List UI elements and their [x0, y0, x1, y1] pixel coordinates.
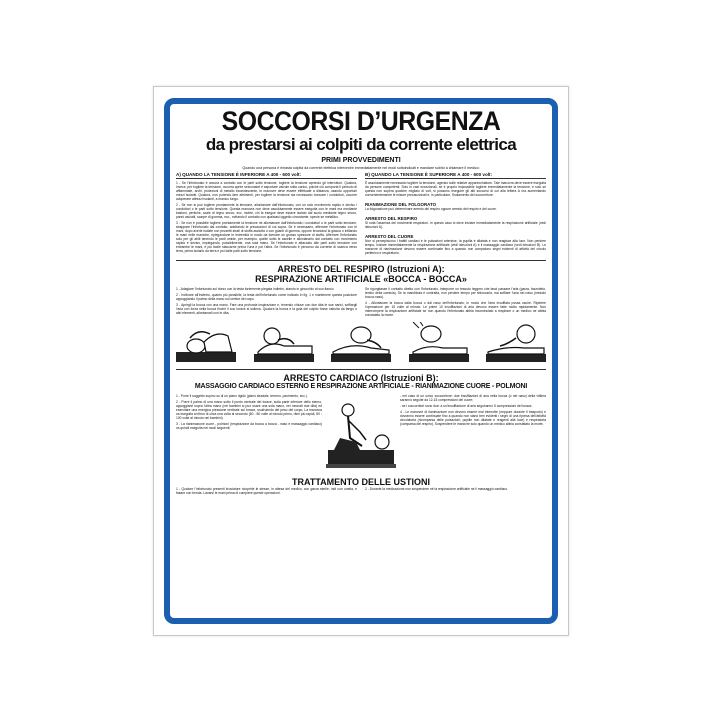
illustration-cardiac-massage: [326, 394, 396, 476]
ustioni-step-1: 1 - Qualore l’infortunato presenti bruciature ricoprirle le stesse, in attesa del medico, con garza sterile, indi con ovatta, e fasare con benda. Lavarsi le mani prima di compiere queste operazioni.: [176, 486, 357, 495]
rianimazione-heading: RIANIMAZIONE DEL FOLGORATO: [365, 201, 436, 207]
arresto-respiro-heading: ARRESTO DEL RESPIRO: [365, 215, 418, 221]
illustration-exhalation: [486, 322, 546, 366]
cardiaco-step-1: 1 - Porre il soggetto supino su di un piano rigido (piano stradale, terreno, pavimento, ecc.).: [176, 393, 308, 398]
cardiaco-heading-2: MASSAGGIO CARDIACO ESTERNO E RESPIRAZIONE ARTIFICIALE - RIANIMAZIONE CUORE - POLMONI: [194, 382, 528, 390]
respiration-illustrations: [174, 322, 548, 366]
respiro-step-4: 4 - Allontanare la bocca dalla bocca o dal naso dell’infortunato, in modo che l’aria insufflata possa uscire. Ripetere l’operazione per 15 volte al minuto. Le prime 10 insufflazioni di aria devono essere fatte molto rapidamente. Non interrompere la respirazione artificiale se non quando l’infortunato abbia incominciato a respirare o un medico ne abbia constatato la morte.: [365, 300, 546, 317]
respiro-step-2: 2 - Inclinare all’indietro, quanto più possibile, la testa dell’infortunato come indicato in fig. 1 e mantenere questa posizione appoggiando il palmo della mano sul vertice del capo.: [176, 292, 357, 301]
sign-subtitle: da prestarsi ai colpiti da corrente elettrica: [205, 135, 517, 154]
arresto-cuore-heading: ARRESTO DEL CUORE: [365, 233, 414, 239]
primi-provvedimenti-heading: PRIMI PROVVEDIMENTI: [321, 157, 401, 164]
respiro-left: [176, 287, 357, 319]
primi-columns: [174, 171, 548, 256]
respiro-step-3: 3 - Aprirgli la bocca con una mano. Fare una profonda inspirazione e, tenendo chiuse con due dita le sue narici, soffiargli l’aria con forza nella bocca finché il suo torace si solleva. Qualora la bocca e la gola del colpito fosse ostruita da fango o altri elementi, allontanarli con le dita.: [176, 302, 357, 315]
column-a-paragraph-1: 1 - Se l’infortunato è ancora a contatto con le parti sotto tensione, togliere la tensione aprendo gli interruttori. Qualora, invece, per togliere la tensione, occorra aprire sezionatori e asportare valvole sotto carico, poiché ciò comporta il pericolo di affiammate, archi, proiezioni di metallo incandescente, le manovre deve essere effettuate a distanza, usando opportuni mezzi isolanti. Qualora, non potendo fare altrimenti, per togliere la tensione sia necessario troncare i conduttori, occorre adoperare attrezzi isolanti, a manico lungo.: [176, 180, 357, 201]
cardiaco-heading-1: ARRESTO CARDIACO (Istruzioni B):: [283, 372, 439, 383]
respiro-columns: [174, 287, 548, 319]
arresto-respiro-text: Si nota l’assenza dei movimenti respiratori. In questo caso si deve iniziare immediatamente la respirazione artificiale (vedi istruzioni A).: [365, 220, 546, 229]
primi-intro: Quando una persona è rimasta colpita da corrente elettrica intervenire immediatamente nei modi sottoindicati e mandare subito a chiamare il medico:: [242, 166, 480, 170]
arresto-cuore-text: Non si percepiscono i battiti cardiaci e le pulsazioni arteriose, la pupilla è dilatata e non reagisce alla luce. Non perdere tempo, iniziare immediatamente la respirazione artificiale (vedi istruzioni A) e il massaggio cardiaco (vedi istruzioni B). Le manovre di rianimazione devono essere continuate fino a quando non compaiono segni evidenti di attività del circolo periferico e respiratorio.: [365, 238, 546, 255]
cardiaco-step-2: 2 - Porre il palmo di una mano sotto il punto centrale del torace, sulla parte inferiore dello sterno, appoggiarvi sopra l’altra mano (nei bambini si può usare una sola mano, nei neonati due dita) ed esercitare una energica pressione verticale sul torace, usufruendo del peso del corpo. La manovra va eseguita al ritmo di circa una volta al secondo (60 - 80 volte al minuto primo, ritmi più rapidi, 80 - 100 volte al minuto nei bambini).: [176, 399, 322, 420]
respiro-right: [365, 287, 546, 319]
ustioni-left: [176, 487, 357, 497]
cardiaco-single-rescuer: - nel caso di un unico soccorritore: due insufflazioni di aria nella bocca (o nel naso) della vittima saranno seguite da 12-15 compressioni del cuore;: [400, 393, 546, 402]
illustration-mouth-to-mouth: [331, 322, 391, 366]
illustration-insufflation: [409, 322, 469, 366]
cardiaco-section: [174, 394, 548, 476]
cardiaco-two-rescuers: - se i soccorritori sono due: a un’insufflazione di aria seguiranno 5 compressioni del torace.: [400, 403, 533, 408]
sign-content: [174, 107, 548, 615]
respiro-note: Se rigurgitasse il contatto diretto con l’infortunato, interporre un tessuto leggero che lasci passare l’aria (garza, fazzoletto, lembo della camicia). Se la mandibola è contratta, non perdere tempo per sbloccarla, ma soffiare l’aria nel naso (metodo bocca-naso).: [365, 286, 546, 299]
ustioni-columns: [174, 487, 548, 497]
column-b-paragraph-1: È assolutamente necessario togliere la tensione, agendo sulle relative apparecchiature. Tale manovra deve essere eseguita da persone competenti. Solo in casi eccezionali, se è proprio impossibile togliere immediatamente la tensione, e solo se questa non supera qualche migliaio di volt, si possono eseguire gli atti soccorsi di cui alla lettera A ma aumentando convenientemente le misure precauzionali e, in particolare, l’isolamento del soccorritore.: [365, 180, 546, 197]
divider: [176, 369, 546, 370]
cardiaco-step-4: 4 - Le manovre di rianimazione non devono essere mai interrotte (neppure durante il trasporto) e dovranno essere continuate fino a quando non siano ben evidenti i segni di una ripresa dell’attività circolatoria (ricomparsa delle pulsazioni; pupille non dilatate e reagenti alla luce) e respiratoria (comparsa del respiro). Sospendere le manovre solo quando un medico abbia constatato la morte.: [400, 409, 546, 426]
illustration-head-tilt: [176, 322, 236, 366]
safety-sign-board: [153, 86, 569, 636]
cardiaco-right: [400, 394, 546, 476]
column-a-heading: A) QUANDO LA TENSIONE È INFERIORE A 400 - 600 volt:: [176, 172, 357, 178]
column-a: [176, 171, 357, 256]
column-b: [365, 171, 546, 256]
column-a-paragraph-2: 2 - Se non si può togliere prontamente la tensione, allontanare dall’infortunato, con un solo movimento rapido e deciso i conduttori o le parti sotto tensione. Questa manovra non deve assolutamente essere eseguita con le mani ma mediante bastoni, pertiche, scale di legno secco, ecc. inoltre, chi la esegue deve essere isolato dal suolo mediante legno secco, panni asciutti, scarpe di gomma, ecc., evitando il contatto con qualsiasi oggetto circostante, specie se metallico.: [176, 202, 357, 219]
column-a-paragraph-3: 3 - Se non è possibile togliere prontamente la tensione né allontanare dall’infortunato i conduttori o le parti sotto tensione, strappare l’infortunato dal contatto, adottando le precauzioni di cui sopra. Se è necessario, afferrare l’infortunato con le mani, dopo averle isolate con pezzetti strati di stoffa asciutta o con guanti di gomma, oppure levandosi la giacca o infilando le mani nelle maniche, ripiegandone le estremità in modo da formare un grosso spessore di stoffa. Afferrare l’infortunato solo per gli abiti tenendo le parti umide, per esempio, quelle sotto le ascelle e allontanarlo dal contatto con movimento rapido e deciso, impiegando, possibilmente, una sola mano. Se l’infortunato è attaccato alle parti sotto tensione con entrambe le mani, è più facile staccarne prima l’una e poi l’altra. Se l’infortunato è percorso da corrente di scarica verso terra, prima isolarlo da terra e poi dalle parti sotto tensione.: [176, 220, 357, 253]
illustration-open-mouth: [254, 322, 314, 366]
ustioni-step-2: 2 - Durante la medicazione non sospendere né la respirazione artificiale né il massaggio cardiaco.: [365, 486, 508, 491]
divider: [176, 260, 546, 261]
respiro-heading-2: RESPIRAZIONE ARTIFICIALE «BOCCA - BOCCA»: [255, 273, 467, 284]
ustioni-right: [365, 487, 546, 497]
column-b-heading: B) QUANDO LA TENSIONE È SUPERIORE A 400 - 600 volt:: [365, 172, 546, 178]
blue-border-frame: [164, 98, 558, 624]
sign-title: SOCCORSI D’URGENZA: [221, 107, 501, 136]
respiro-step-1: 1 - Adagiare l’infortunato sul dorso con la testa fortemente piegata indietro, stando in ginocchio al suo fianco.: [176, 286, 335, 291]
cardiaco-left: [176, 394, 322, 476]
cardiaco-step-3: 3 - La rianimazione cuore - polmoni (respirazione da bocca a bocca - naso e massaggio cardiaco) va quindi eseguita nei modi seguenti:: [176, 421, 322, 430]
rianimazione-text: La folgorazione può determinare arresto del respiro oppure arresto del respiro e del cuore.: [365, 206, 497, 211]
ustioni-heading: TRATTAMENTO DELLE USTIONI: [292, 476, 430, 487]
respiro-heading-1: ARRESTO DEL RESPIRO (Istruzioni A):: [277, 263, 445, 274]
